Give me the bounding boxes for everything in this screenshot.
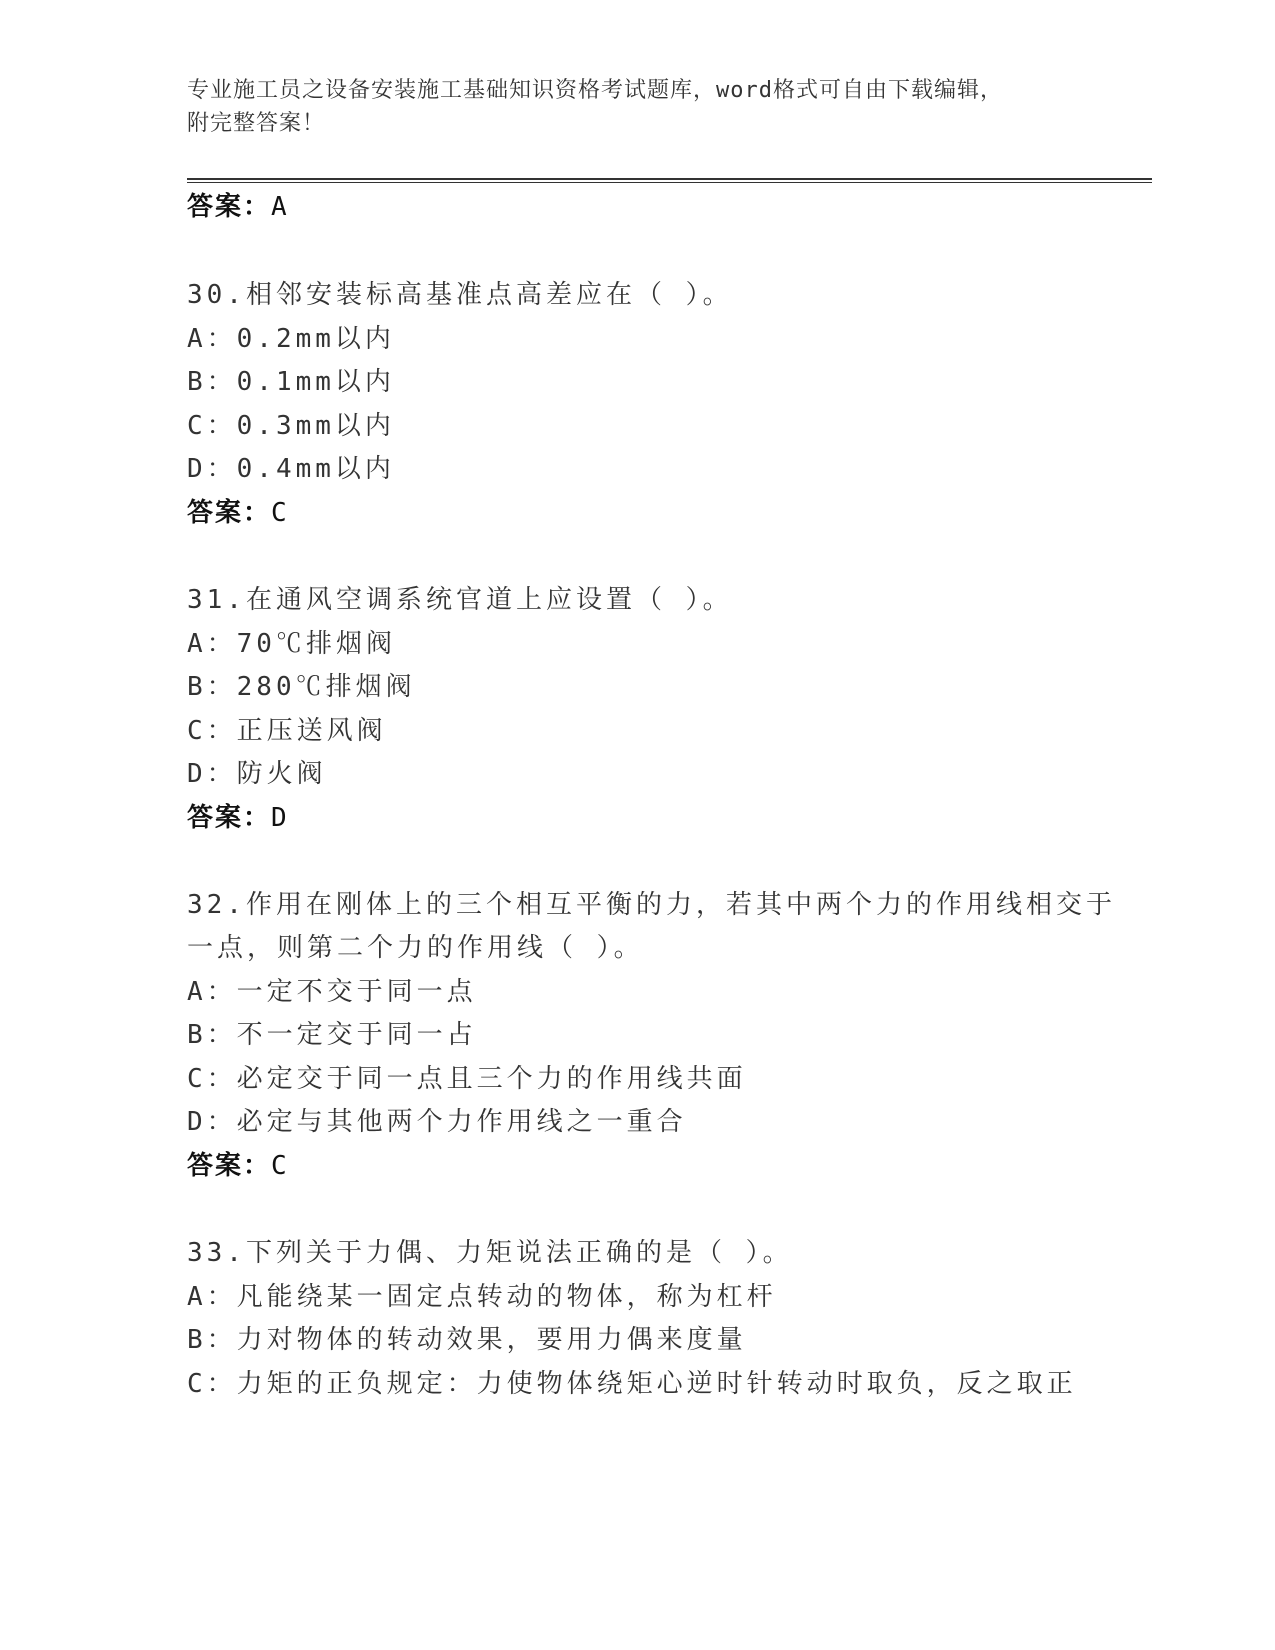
question-30-option-a: A：0.2mm以内 (187, 324, 395, 354)
question-32-option-a: A：一定不交于同一点 (187, 977, 477, 1007)
answer-label: 答案： (187, 803, 272, 833)
question-32-option-c: C：必定交于同一点且三个力的作用线共面 (187, 1064, 747, 1094)
question-30-answer (187, 496, 289, 530)
question-31-option-a: A：70℃排烟阀 (187, 629, 396, 659)
question-33-option-a: A：凡能绕某一固定点转动的物体，称为杠杆 (187, 1282, 777, 1312)
question-31-option-b: B：280℃排烟阀 (187, 672, 416, 702)
question-30-option-b: B：0.1mm以内 (187, 367, 395, 397)
answer-value: C (271, 498, 289, 528)
question-31-option-d: D：防火阀 (187, 759, 327, 789)
answer-label: 答案： (187, 1151, 272, 1181)
question-33-stem: 33.下列关于力偶、力矩说法正确的是（ ）。 (187, 1238, 793, 1268)
question-32-answer (187, 1149, 289, 1183)
answer-value: C (271, 1151, 289, 1181)
question-32-option-d: D：必定与其他两个力作用线之一重合 (187, 1107, 687, 1137)
question-33-option-b: B：力对物体的转动效果，要用力偶来度量 (187, 1325, 747, 1355)
header-line-2: 附完整答案！ (187, 111, 326, 136)
previous-answer (187, 190, 289, 224)
question-31-stem: 31.在通风空调系统官道上应设置（ ）。 (187, 585, 733, 615)
question-31-answer (187, 801, 289, 835)
question-31-option-c: C：正压送风阀 (187, 716, 387, 746)
question-32-option-b: B：不一定交于同一占 (187, 1020, 477, 1050)
answer-value: D (271, 803, 289, 833)
question-33-option-c: C：力矩的正负规定：力使物体绕矩心逆时针转动时取负，反之取正 (187, 1369, 1077, 1399)
answer-value: A (271, 192, 289, 222)
question-30-option-c: C：0.3mm以内 (187, 411, 395, 441)
answer-label: 答案： (187, 192, 272, 222)
question-30-stem: 30.相邻安装标高基准点高差应在（ ）。 (187, 280, 733, 310)
answer-label: 答案： (187, 498, 272, 528)
header-line-1: 专业施工员之设备安装施工基础知识资格考试题库，word格式可自由下载编辑， (187, 78, 1003, 103)
header-divider-thick (187, 178, 1152, 180)
header-divider-thin (187, 182, 1152, 183)
question-30-option-d: D：0.4mm以内 (187, 454, 395, 484)
question-32-stem-line-1: 32.作用在刚体上的三个相互平衡的力，若其中两个力的作用线相交于 (187, 890, 1116, 920)
question-32-stem-line-2: 一点，则第二个力的作用线（ ）。 (187, 933, 644, 963)
document-header (187, 74, 1087, 140)
